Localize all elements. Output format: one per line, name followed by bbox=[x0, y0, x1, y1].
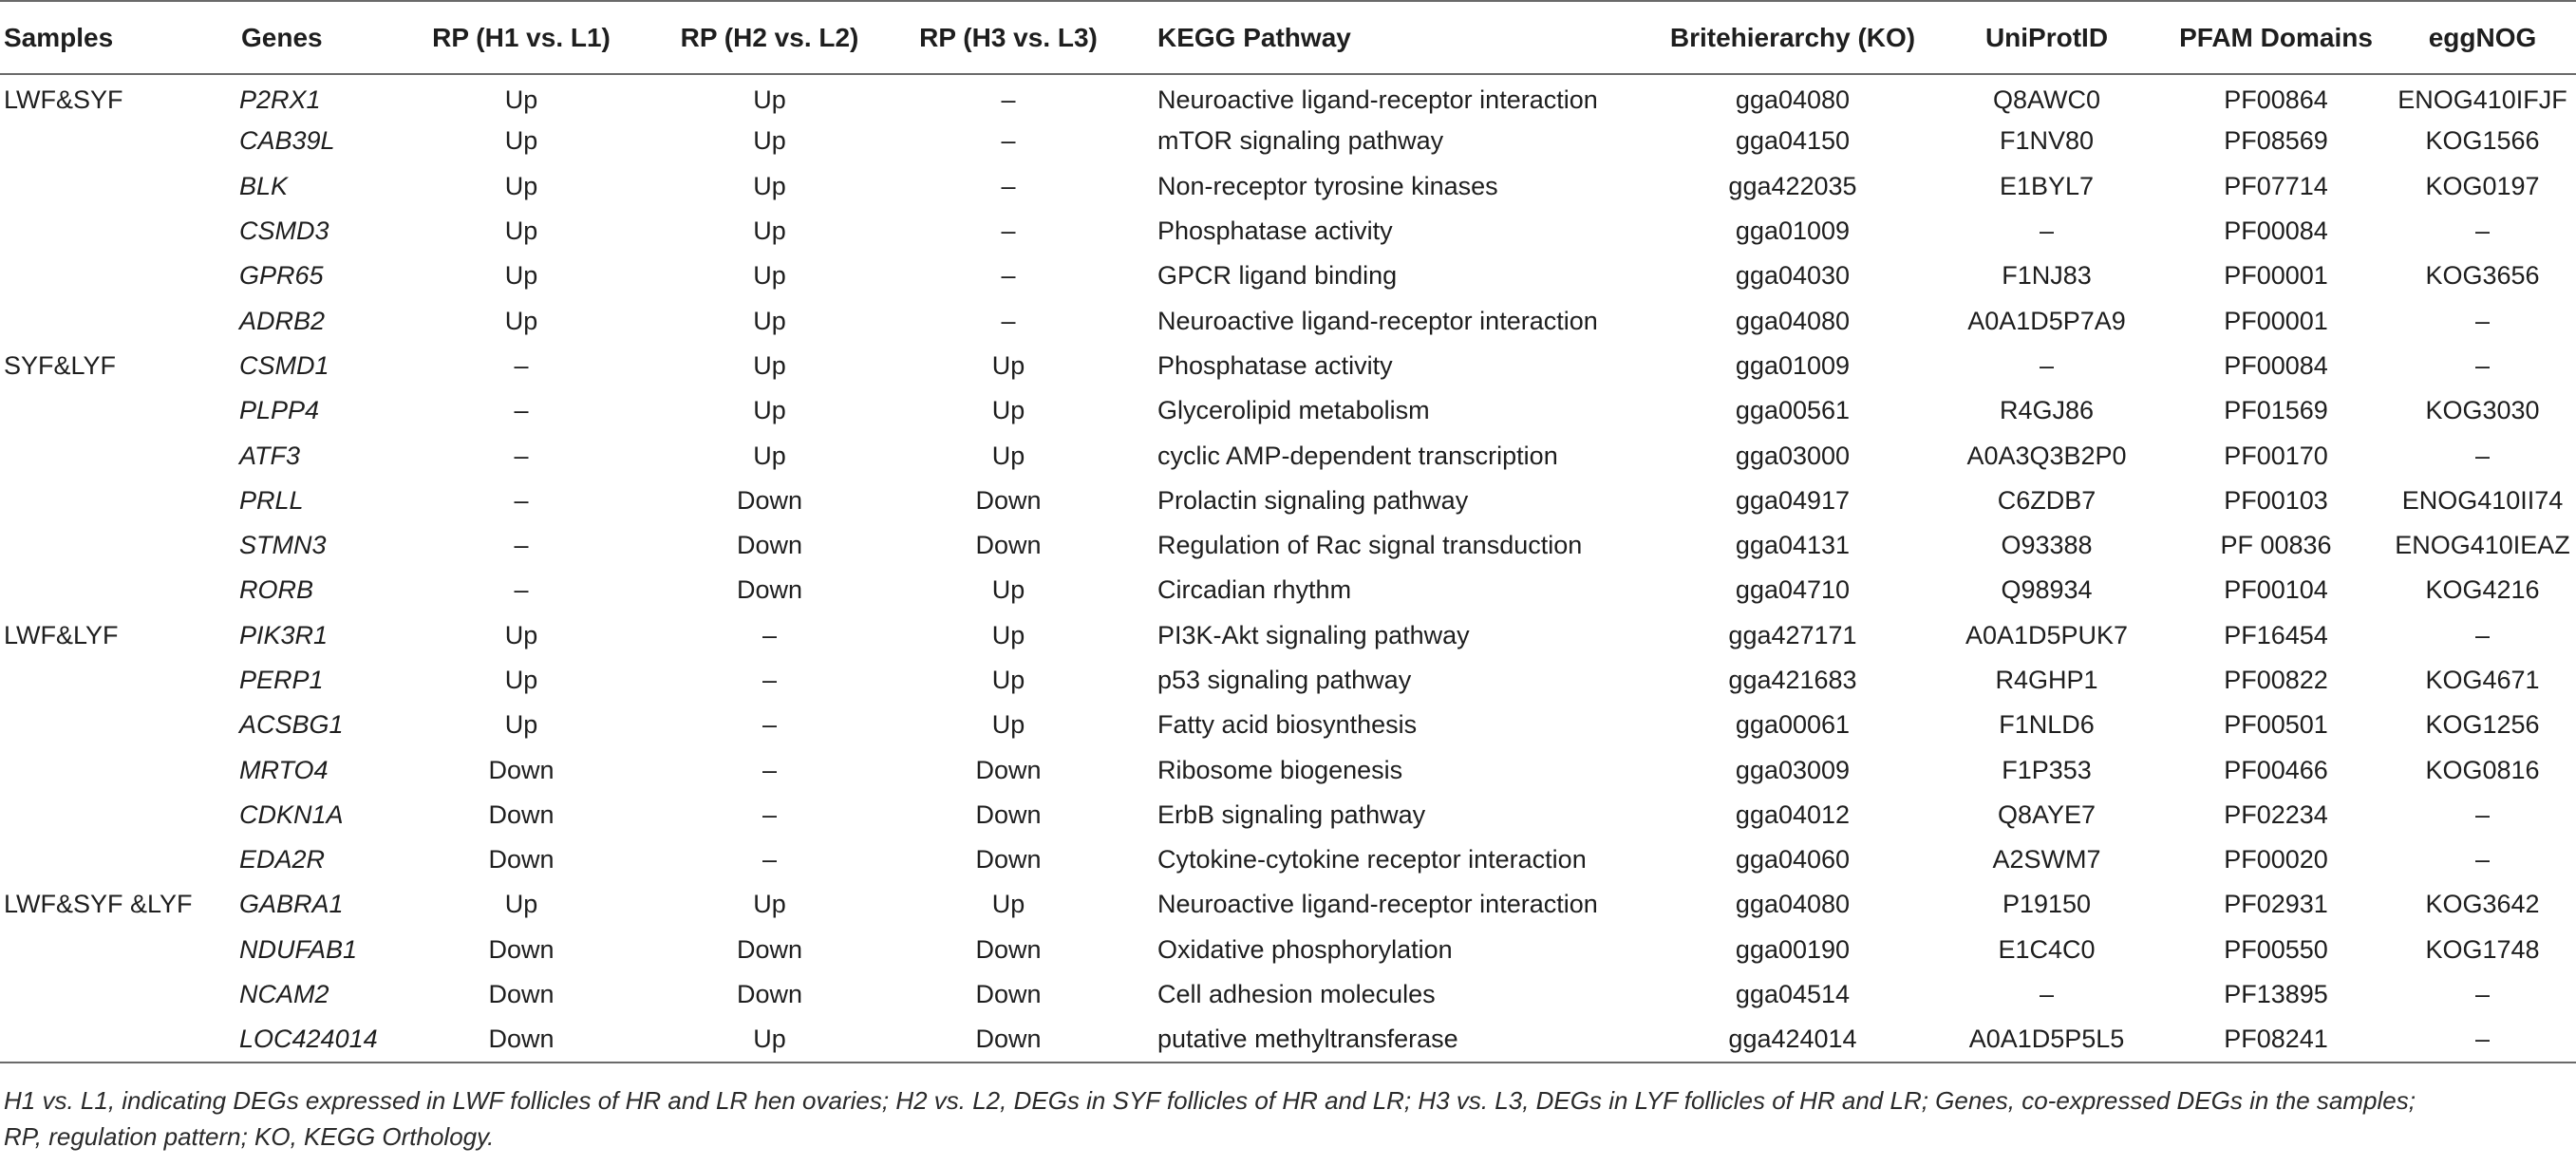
cell-sample bbox=[0, 523, 237, 568]
table-body bbox=[0, 74, 2576, 1063]
cell-sample bbox=[0, 568, 237, 612]
cell-sample bbox=[0, 298, 237, 343]
cell-sample bbox=[0, 658, 237, 703]
cell-rp-h1-l1: – bbox=[514, 485, 529, 515]
cell-pfam: PF13895 bbox=[2224, 980, 2328, 1009]
cell-sample bbox=[0, 479, 237, 523]
cell-kegg-pathway: ErbB signaling pathway bbox=[1157, 799, 1426, 829]
cell-pfam: PF00466 bbox=[2224, 755, 2328, 784]
table-row bbox=[0, 1017, 2576, 1062]
cell-kegg-pathway: Neuroactive ligand-receptor interaction bbox=[1157, 306, 1598, 335]
cell-rp-h1-l1: Down bbox=[488, 799, 555, 829]
cell-gene: LOC424014 bbox=[237, 1017, 399, 1062]
cell-gene: MRTO4 bbox=[239, 755, 329, 784]
cell-uniprot: A0A1D5P5L5 bbox=[1930, 1017, 2163, 1062]
cell-gene: CDKN1A bbox=[239, 799, 344, 829]
table-row bbox=[0, 254, 2576, 298]
cell-eggnog: KOG0197 bbox=[2425, 171, 2540, 200]
header-genes: Genes bbox=[237, 1, 399, 74]
cell-rp-h3-l3: Up bbox=[991, 350, 1025, 380]
cell-eggnog: KOG1748 bbox=[2425, 934, 2540, 964]
cell-rp-h2-l2: Up bbox=[753, 441, 786, 470]
cell-eggnog: – bbox=[2474, 216, 2491, 246]
cell-gene: CSMD1 bbox=[239, 350, 329, 380]
cell-kegg-pathway: Ribosome biogenesis bbox=[1157, 755, 1403, 784]
cell-gene: CAB39L bbox=[239, 126, 335, 156]
cell-rp-h3-l3: – bbox=[1001, 306, 1016, 335]
cell-britehierarchy: gga04514 bbox=[1735, 980, 1851, 1009]
cell-sample bbox=[0, 254, 237, 298]
cell-eggnog: KOG4671 bbox=[2425, 666, 2540, 694]
cell-pfam: PF00864 bbox=[2224, 85, 2328, 114]
cell-rp-h3-l3: Up bbox=[991, 575, 1025, 605]
cell-uniprot: F1NV80 bbox=[1999, 126, 2095, 156]
table-footnote bbox=[4, 1082, 2567, 1155]
table-row bbox=[0, 74, 2576, 119]
cell-rp-h1-l1: Up bbox=[504, 126, 538, 156]
cell-uniprot: Q98934 bbox=[2001, 575, 2093, 605]
cell-rp-h1-l1: Down bbox=[488, 934, 555, 964]
cell-kegg-pathway: Prolactin signaling pathway bbox=[1157, 485, 1469, 515]
cell-eggnog: – bbox=[2474, 350, 2491, 380]
cell-gene: ACSBG1 bbox=[239, 710, 344, 740]
cell-kegg-pathway: Regulation of Rac signal transduction bbox=[1157, 531, 1583, 560]
cell-britehierarchy: gga01009 bbox=[1735, 216, 1851, 246]
cell-sample bbox=[0, 703, 237, 747]
cell-pfam: PF00501 bbox=[2224, 710, 2328, 740]
cell-uniprot: F1NLD6 bbox=[1999, 710, 2095, 740]
cell-uniprot: A0A1D5PUK7 bbox=[1965, 620, 2129, 649]
cell-rp-h3-l3: Up bbox=[991, 441, 1025, 470]
cell-rp-h2-l2: Down bbox=[736, 485, 803, 515]
cell-gene: GABRA1 bbox=[239, 890, 344, 919]
cell-britehierarchy: gga04080 bbox=[1735, 85, 1851, 114]
header-samples: Samples bbox=[0, 1, 237, 74]
cell-rp-h1-l1: Down bbox=[488, 755, 555, 784]
cell-pfam: PF00103 bbox=[2224, 485, 2328, 515]
cell-rp-h3-l3: Up bbox=[991, 666, 1025, 694]
table-row bbox=[0, 164, 2576, 209]
header-pfam: PFAM Domains bbox=[2163, 1, 2389, 74]
cell-sample bbox=[0, 119, 237, 163]
cell-sample bbox=[0, 164, 237, 209]
cell-rp-h3-l3: Down bbox=[975, 845, 1042, 874]
cell-gene: CSMD3 bbox=[239, 216, 329, 246]
cell-eggnog: – bbox=[2389, 1017, 2576, 1062]
cell-rp-h3-l3: – bbox=[1001, 261, 1016, 291]
cell-pfam: PF00550 bbox=[2224, 934, 2328, 964]
cell-rp-h3-l3: Down bbox=[975, 799, 1042, 829]
cell-gene: GPR65 bbox=[239, 261, 324, 291]
cell-rp-h3-l3: Up bbox=[991, 396, 1025, 425]
cell-kegg-pathway: Fatty acid biosynthesis bbox=[1157, 710, 1418, 740]
cell-britehierarchy: gga00061 bbox=[1735, 710, 1851, 740]
header-britehierarchy: Britehierarchy (KO) bbox=[1655, 1, 1930, 74]
cell-rp-h3-l3: – bbox=[1001, 85, 1016, 114]
table-row bbox=[0, 837, 2576, 882]
cell-rp-h1-l1: – bbox=[514, 350, 529, 380]
header-rp-h3-l3: RP (H3 vs. L3) bbox=[895, 1, 1121, 74]
table-row bbox=[0, 119, 2576, 163]
cell-britehierarchy: gga04917 bbox=[1735, 485, 1851, 515]
cell-britehierarchy: gga04012 bbox=[1735, 799, 1851, 829]
header-eggnog: eggNOG bbox=[2389, 1, 2576, 74]
cell-britehierarchy: gga03009 bbox=[1735, 755, 1851, 784]
cell-uniprot: P19150 bbox=[2002, 890, 2092, 919]
cell-eggnog: – bbox=[2474, 799, 2491, 829]
cell-uniprot: A0A1D5P7A9 bbox=[1967, 306, 2126, 335]
cell-gene: PLPP4 bbox=[239, 396, 320, 425]
table-row bbox=[0, 209, 2576, 254]
cell-gene: EDA2R bbox=[239, 845, 326, 874]
cell-gene: PRLL bbox=[239, 485, 304, 515]
table-row bbox=[0, 388, 2576, 433]
cell-gene: NCAM2 bbox=[239, 980, 329, 1009]
cell-rp-h1-l1: – bbox=[514, 531, 529, 560]
cell-kegg-pathway: Cytokine-cytokine receptor interaction bbox=[1157, 845, 1587, 874]
cell-eggnog: ENOG410II74 bbox=[2401, 485, 2564, 515]
table-row bbox=[0, 747, 2576, 792]
cell-britehierarchy: gga424014 bbox=[1655, 1017, 1930, 1062]
cell-rp-h3-l3: – bbox=[1001, 126, 1016, 156]
cell-pfam: PF00001 bbox=[2224, 306, 2328, 335]
cell-pfam: PF07714 bbox=[2224, 171, 2328, 200]
cell-kegg-pathway: Circadian rhythm bbox=[1157, 575, 1352, 605]
cell-eggnog: ENOG410IEAZ bbox=[2395, 531, 2570, 560]
cell-rp-h2-l2: – bbox=[762, 755, 778, 784]
cell-britehierarchy: gga00561 bbox=[1735, 396, 1851, 425]
header-rp-h2-l2: RP (H2 vs. L2) bbox=[644, 1, 895, 74]
cell-gene: ATF3 bbox=[239, 441, 301, 470]
cell-sample bbox=[0, 433, 237, 478]
cell-britehierarchy: gga01009 bbox=[1735, 350, 1851, 380]
cell-pfam: PF02931 bbox=[2224, 890, 2328, 919]
cell-rp-h3-l3: Down bbox=[975, 980, 1042, 1009]
cell-pfam: PF00084 bbox=[2224, 350, 2328, 380]
cell-kegg-pathway: Glycerolipid metabolism bbox=[1157, 396, 1430, 425]
cell-eggnog: – bbox=[2474, 306, 2491, 335]
table-row bbox=[0, 928, 2576, 972]
cell-uniprot: – bbox=[2039, 980, 2055, 1009]
cell-uniprot: – bbox=[2039, 350, 2055, 380]
table-header-row bbox=[0, 1, 2576, 74]
cell-pfam: PF00104 bbox=[2224, 575, 2328, 605]
cell-kegg-pathway: Cell adhesion molecules bbox=[1157, 980, 1436, 1009]
cell-kegg-pathway: Non-receptor tyrosine kinases bbox=[1157, 171, 1498, 200]
cell-rp-h3-l3: – bbox=[1001, 171, 1016, 200]
cell-britehierarchy: gga04060 bbox=[1735, 845, 1851, 874]
table-row bbox=[0, 882, 2576, 927]
cell-eggnog: KOG1256 bbox=[2425, 710, 2540, 740]
cell-rp-h1-l1: Up bbox=[504, 261, 538, 291]
cell-eggnog: KOG3642 bbox=[2425, 890, 2540, 919]
cell-rp-h2-l2: Up bbox=[753, 306, 786, 335]
cell-britehierarchy: gga03000 bbox=[1735, 441, 1851, 470]
table-row bbox=[0, 658, 2576, 703]
cell-rp-h2-l2: Up bbox=[753, 890, 786, 919]
cell-gene: PIK3R1 bbox=[239, 620, 329, 649]
cell-rp-h2-l2: Down bbox=[736, 980, 803, 1009]
cell-kegg-pathway: PI3K-Akt signaling pathway bbox=[1157, 620, 1470, 649]
cell-rp-h1-l1: – bbox=[514, 441, 529, 470]
cell-kegg-pathway: cyclic AMP-dependent transcription bbox=[1157, 441, 1558, 470]
cell-rp-h1-l1: Up bbox=[504, 306, 538, 335]
cell-rp-h3-l3: Up bbox=[991, 890, 1025, 919]
cell-eggnog: KOG4216 bbox=[2425, 575, 2540, 605]
footnote-line-2: RP, regulation pattern; KO, KEGG Orthology. bbox=[4, 1122, 495, 1151]
cell-uniprot: A2SWM7 bbox=[1992, 845, 2101, 874]
cell-sample: SYF&LYF bbox=[4, 350, 117, 380]
table-row bbox=[0, 793, 2576, 837]
cell-kegg-pathway: Neuroactive ligand-receptor interaction bbox=[1157, 890, 1598, 919]
cell-uniprot: E1BYL7 bbox=[1999, 171, 2095, 200]
cell-rp-h3-l3: Up bbox=[991, 710, 1025, 740]
cell-rp-h1-l1: Up bbox=[504, 890, 538, 919]
cell-britehierarchy: gga04080 bbox=[1735, 306, 1851, 335]
cell-gene: P2RX1 bbox=[239, 85, 321, 114]
cell-rp-h3-l3: Down bbox=[975, 485, 1042, 515]
cell-uniprot: – bbox=[2039, 216, 2055, 246]
cell-eggnog: KOG3656 bbox=[2425, 261, 2540, 291]
cell-rp-h2-l2: – bbox=[762, 799, 778, 829]
cell-pfam: PF08241 bbox=[2163, 1017, 2389, 1062]
cell-kegg-pathway: Phosphatase activity bbox=[1157, 216, 1393, 246]
cell-pfam: PF00020 bbox=[2224, 845, 2328, 874]
table-row bbox=[0, 433, 2576, 478]
cell-rp-h1-l1: – bbox=[514, 575, 529, 605]
cell-rp-h1-l1: Down bbox=[399, 1017, 644, 1062]
cell-rp-h2-l2: Up bbox=[753, 396, 786, 425]
cell-pfam: PF16454 bbox=[2224, 620, 2328, 649]
table-row bbox=[0, 344, 2576, 388]
cell-britehierarchy: gga04131 bbox=[1735, 531, 1851, 560]
cell-sample bbox=[0, 793, 237, 837]
cell-uniprot: C6ZDB7 bbox=[1997, 485, 2097, 515]
cell-rp-h3-l3: Up bbox=[991, 620, 1025, 649]
cell-sample bbox=[0, 928, 237, 972]
cell-eggnog: – bbox=[2474, 845, 2491, 874]
cell-rp-h1-l1: Down bbox=[488, 845, 555, 874]
cell-britehierarchy: gga00190 bbox=[1735, 934, 1851, 964]
cell-gene: BLK bbox=[239, 171, 289, 200]
cell-pfam: PF00001 bbox=[2224, 261, 2328, 291]
cell-rp-h2-l2: Down bbox=[736, 934, 803, 964]
cell-rp-h2-l2: – bbox=[762, 666, 778, 694]
cell-kegg-pathway: GPCR ligand binding bbox=[1157, 261, 1398, 291]
cell-eggnog: – bbox=[2474, 441, 2491, 470]
cell-rp-h2-l2: – bbox=[762, 620, 778, 649]
cell-kegg-pathway: Oxidative phosphorylation bbox=[1157, 934, 1453, 964]
cell-rp-h1-l1: Up bbox=[504, 171, 538, 200]
cell-rp-h2-l2: – bbox=[762, 845, 778, 874]
footnote-line-1: H1 vs. L1, indicating DEGs expressed in LWF follicles of HR and LR hen ovaries; H2 vs. L2, DEGs in SYF follicles of HR and LR; H3 vs. L3, DEGs in LYF follicles of HR and LR; Genes, co-expressed DEGs in the samples; bbox=[4, 1086, 2416, 1115]
cell-kegg-pathway: Neuroactive ligand-receptor interaction bbox=[1157, 85, 1598, 114]
cell-gene: ADRB2 bbox=[239, 306, 326, 335]
cell-rp-h2-l2: Up bbox=[753, 126, 786, 156]
cell-uniprot: R4GHP1 bbox=[1995, 666, 2098, 694]
cell-gene: RORB bbox=[239, 575, 314, 605]
cell-pfam: PF00170 bbox=[2224, 441, 2328, 470]
cell-rp-h3-l3: Down bbox=[895, 1017, 1121, 1062]
cell-britehierarchy: gga427171 bbox=[1728, 620, 1857, 649]
cell-sample bbox=[0, 972, 237, 1017]
table-row bbox=[0, 298, 2576, 343]
cell-uniprot: F1NJ83 bbox=[2002, 261, 2092, 291]
cell-britehierarchy: gga04150 bbox=[1735, 126, 1851, 156]
cell-rp-h2-l2: Down bbox=[736, 575, 803, 605]
cell-rp-h2-l2: Down bbox=[736, 531, 803, 560]
header-kegg-pathway: KEGG Pathway bbox=[1121, 1, 1655, 74]
cell-rp-h1-l1: – bbox=[514, 396, 529, 425]
cell-pfam: PF00822 bbox=[2224, 666, 2328, 694]
cell-rp-h2-l2: Up bbox=[753, 216, 786, 246]
cell-uniprot: R4GJ86 bbox=[1999, 396, 2095, 425]
cell-rp-h2-l2: Up bbox=[753, 350, 786, 380]
cell-uniprot: Q8AWC0 bbox=[1992, 85, 2101, 114]
cell-eggnog: – bbox=[2474, 620, 2491, 649]
cell-sample: LWF&SYF bbox=[4, 85, 123, 114]
cell-rp-h1-l1: Up bbox=[504, 666, 538, 694]
cell-uniprot: F1P353 bbox=[2002, 755, 2092, 784]
table-row bbox=[0, 568, 2576, 612]
cell-kegg-pathway: mTOR signaling pathway bbox=[1157, 126, 1444, 156]
cell-gene: STMN3 bbox=[239, 531, 327, 560]
cell-gene: NDUFAB1 bbox=[239, 934, 358, 964]
cell-pfam: PF08569 bbox=[2224, 126, 2328, 156]
cell-rp-h2-l2: Up bbox=[753, 171, 786, 200]
cell-eggnog: – bbox=[2474, 980, 2491, 1009]
cell-britehierarchy: gga04030 bbox=[1735, 261, 1851, 291]
cell-eggnog: ENOG410IFJF bbox=[2397, 85, 2567, 114]
cell-rp-h2-l2: Up bbox=[753, 85, 786, 114]
cell-kegg-pathway: putative methyltransferase bbox=[1121, 1017, 1655, 1062]
cell-pfam: PF01569 bbox=[2224, 396, 2328, 425]
cell-rp-h1-l1: Up bbox=[504, 216, 538, 246]
cell-eggnog: KOG1566 bbox=[2425, 126, 2540, 156]
cell-rp-h1-l1: Up bbox=[504, 85, 538, 114]
cell-rp-h2-l2: – bbox=[762, 710, 778, 740]
header-rp-h1-l1: RP (H1 vs. L1) bbox=[399, 1, 644, 74]
cell-pfam: PF00084 bbox=[2224, 216, 2328, 246]
cell-sample bbox=[0, 1017, 237, 1062]
cell-britehierarchy: gga421683 bbox=[1728, 666, 1857, 694]
cell-britehierarchy: gga04080 bbox=[1735, 890, 1851, 919]
cell-rp-h3-l3: – bbox=[1001, 216, 1016, 246]
cell-pfam: PF02234 bbox=[2224, 799, 2328, 829]
cell-rp-h2-l2: Up bbox=[753, 261, 786, 291]
table-row bbox=[0, 479, 2576, 523]
cell-pfam: PF 00836 bbox=[2220, 531, 2332, 560]
cell-sample bbox=[0, 388, 237, 433]
cell-sample bbox=[0, 209, 237, 254]
cell-rp-h3-l3: Down bbox=[975, 755, 1042, 784]
cell-eggnog: KOG0816 bbox=[2425, 755, 2540, 784]
cell-eggnog: KOG3030 bbox=[2425, 396, 2540, 425]
cell-rp-h2-l2: Up bbox=[644, 1017, 895, 1062]
cell-uniprot: O93388 bbox=[2001, 531, 2093, 560]
table-row bbox=[0, 972, 2576, 1017]
cell-sample: LWF&SYF &LYF bbox=[4, 890, 193, 919]
cell-rp-h1-l1: Up bbox=[504, 620, 538, 649]
table-row bbox=[0, 703, 2576, 747]
header-uniprot: UniProtID bbox=[1930, 1, 2163, 74]
cell-rp-h3-l3: Down bbox=[975, 531, 1042, 560]
table-row bbox=[0, 523, 2576, 568]
cell-sample bbox=[0, 837, 237, 882]
cell-kegg-pathway: Phosphatase activity bbox=[1157, 350, 1393, 380]
cell-rp-h1-l1: Up bbox=[504, 710, 538, 740]
cell-rp-h3-l3: Down bbox=[975, 934, 1042, 964]
cell-kegg-pathway: p53 signaling pathway bbox=[1157, 666, 1412, 694]
cell-britehierarchy: gga04710 bbox=[1735, 575, 1851, 605]
cell-uniprot: E1C4C0 bbox=[1998, 934, 2096, 964]
cell-sample: LWF&LYF bbox=[4, 620, 119, 649]
cell-rp-h1-l1: Down bbox=[488, 980, 555, 1009]
cell-uniprot: Q8AYE7 bbox=[1997, 799, 2097, 829]
cell-uniprot: A0A3Q3B2P0 bbox=[1966, 441, 2127, 470]
cell-gene: PERP1 bbox=[239, 666, 324, 694]
table-row bbox=[0, 613, 2576, 658]
cell-sample bbox=[0, 747, 237, 792]
cell-britehierarchy: gga422035 bbox=[1728, 171, 1857, 200]
